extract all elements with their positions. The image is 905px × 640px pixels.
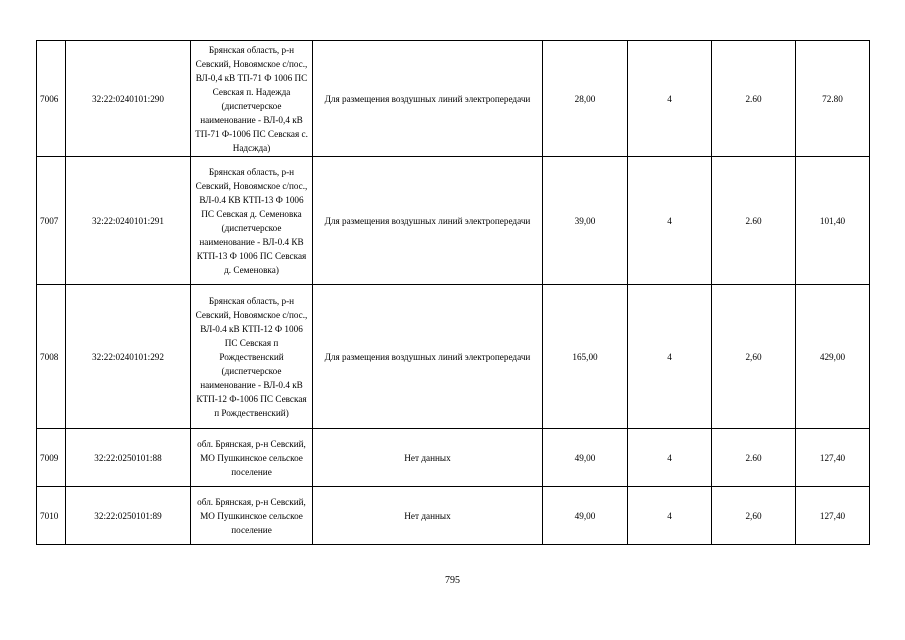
- value-cell-3: 127,40: [796, 429, 870, 487]
- address-cell: обл. Брянская, р-н Севский, МО Пушкинское сельское поселение: [191, 429, 313, 487]
- purpose-cell: Для размещения воздушных линий электропередачи: [313, 285, 543, 429]
- cadastral-number: 32:22:0250101:88: [66, 429, 191, 487]
- table-row: [37, 285, 870, 429]
- value-cell-1: 4: [628, 487, 712, 545]
- purpose-cell: Для размещения воздушных линий электропередачи: [313, 157, 543, 285]
- address-cell: Брянская область, р-н Севский, Новоямское с/пос., ВЛ-0.4 КВ КТП-13 Ф 1006 ПС Севская д. Семеновка (диспетчерское наименование - ВЛ-0.4 КВ КТП-13 Ф 1006 ПС Севская д. Семеновка): [191, 157, 313, 285]
- row-number: 7006: [37, 41, 66, 157]
- table-row: [37, 157, 870, 285]
- purpose-cell: Для размещения воздушных линий электропередачи: [313, 41, 543, 157]
- value-cell-2: 2.60: [712, 157, 796, 285]
- address-cell: обл. Брянская, р-н Севский, МО Пушкинское сельское поселение: [191, 487, 313, 545]
- land-plot-table: [36, 40, 870, 545]
- cadastral-number: 32:22:0240101:291: [66, 157, 191, 285]
- table-row: [37, 429, 870, 487]
- area-cell: 28,00: [543, 41, 628, 157]
- row-number: 7008: [37, 285, 66, 429]
- area-cell: 165,00: [543, 285, 628, 429]
- page-number: 795: [445, 575, 460, 586]
- address-cell: Брянская область, р-н Севский, Новоямское с/пос., ВЛ-0,4 кВ ТП-71 Ф 1006 ПС Севская п. Надежда (диспетчерское наименование - ВЛ-0,4 кВ ТП-71 Ф-1006 ПС Севская с. Надсжда): [191, 41, 313, 157]
- table-row: [37, 41, 870, 157]
- row-number: 7010: [37, 487, 66, 545]
- cadastral-number: 32:22:0250101:89: [66, 487, 191, 545]
- area-cell: 39,00: [543, 157, 628, 285]
- value-cell-1: 4: [628, 157, 712, 285]
- value-cell-3: 72.80: [796, 41, 870, 157]
- row-number: 7009: [37, 429, 66, 487]
- value-cell-1: 4: [628, 429, 712, 487]
- purpose-cell: Нет данных: [313, 487, 543, 545]
- value-cell-3: 429,00: [796, 285, 870, 429]
- value-cell-2: 2,60: [712, 285, 796, 429]
- value-cell-1: 4: [628, 285, 712, 429]
- area-cell: 49,00: [543, 487, 628, 545]
- address-cell: Брянская область, р-н Севский, Новоямское с/пос., ВЛ-0.4 кВ КТП-12 Ф 1006 ПС Севская п Рождественский (диспетчерское наименование - ВЛ-0.4 кВ КТП-12 Ф-1006 ПС Севская п Рождественский): [191, 285, 313, 429]
- value-cell-2: 2.60: [712, 41, 796, 157]
- row-number: 7007: [37, 157, 66, 285]
- cadastral-number: 32:22:0240101:292: [66, 285, 191, 429]
- purpose-cell: Нет данных: [313, 429, 543, 487]
- value-cell-2: 2,60: [712, 487, 796, 545]
- value-cell-3: 101,40: [796, 157, 870, 285]
- cadastral-number: 32:22:0240101:290: [66, 41, 191, 157]
- value-cell-3: 127,40: [796, 487, 870, 545]
- value-cell-1: 4: [628, 41, 712, 157]
- value-cell-2: 2.60: [712, 429, 796, 487]
- area-cell: 49,00: [543, 429, 628, 487]
- table-row: [37, 487, 870, 545]
